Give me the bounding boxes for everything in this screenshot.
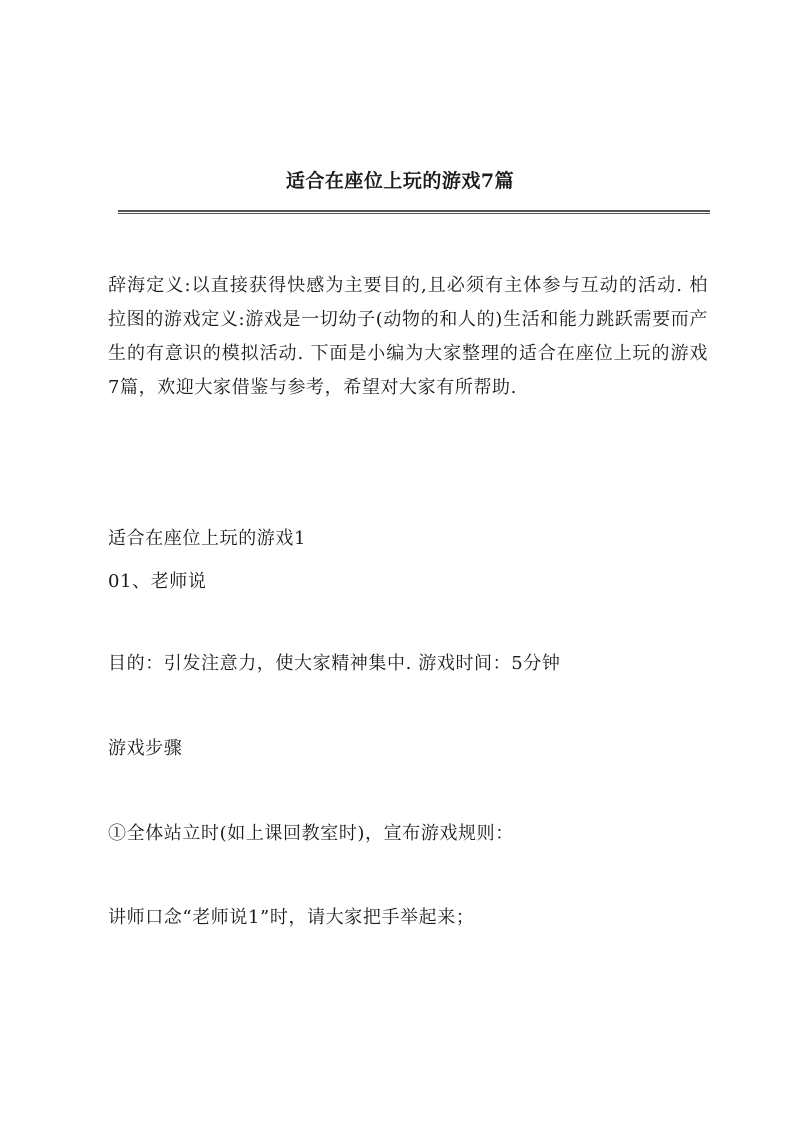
step-1: ①全体站立时(如上课回教室时)，宣布游戏规则： [108, 823, 514, 844]
step-1-detail: 讲师口念“老师说1”时，请大家把手举起来； [108, 907, 475, 928]
purpose-line: 目的：引发注意力，使大家精神集中. 游戏时间：5分钟 [108, 653, 561, 674]
item-heading: 01、老师说 [108, 571, 207, 592]
steps-heading: 游戏步骤 [108, 738, 183, 759]
document-title: 适合在座位上玩的游戏7篇 [285, 170, 515, 192]
title-divider [118, 210, 710, 214]
section-heading: 适合在座位上玩的游戏1 [108, 528, 307, 549]
intro-paragraph: 辞海定义:以直接获得快感为主要目的,且必须有主体参与互动的活动. 柏拉图的游戏定义:游戏是一切幼子(动物的和人的)生活和能力跳跃需要而产生的有意识的模拟活动. 下面是小编为大家整理的适合在座位上玩的游戏7篇，欢迎大家借鉴与参考，希望对大家有所帮助. [108, 275, 708, 398]
